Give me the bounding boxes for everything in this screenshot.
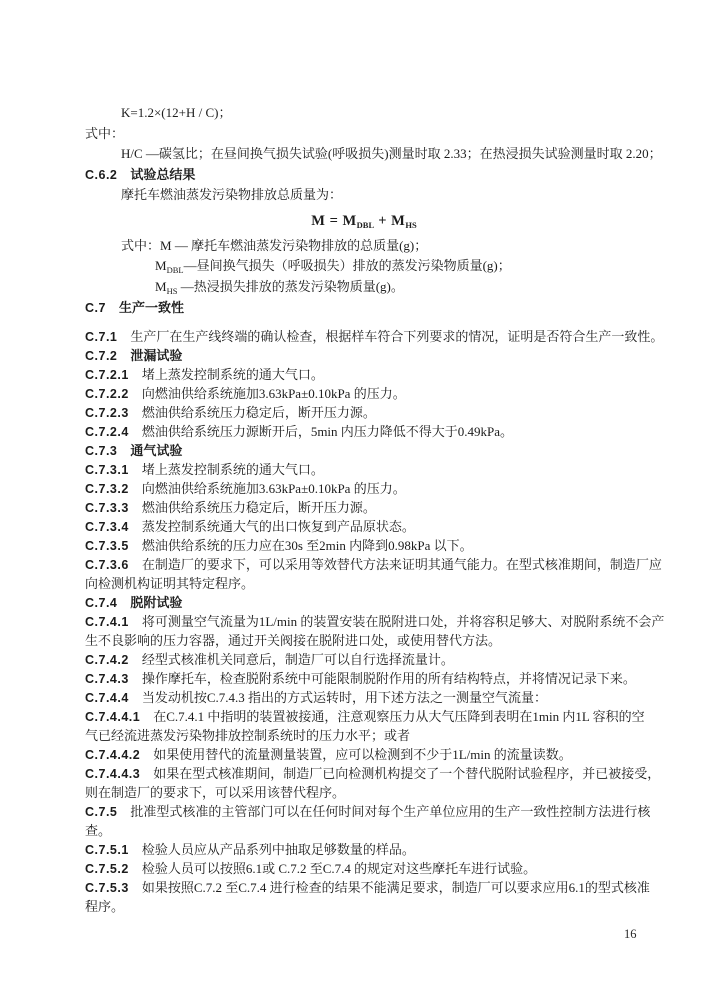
text-run: HS [405, 219, 417, 230]
text-run: 查。 [85, 823, 112, 838]
text-line [85, 460, 643, 479]
text-run: 气已经流进蒸发污染物排放控制系统时的压力水平；或者 [85, 728, 411, 743]
text-line [85, 669, 643, 688]
text-line [85, 707, 643, 726]
clause-number: C.7 [85, 301, 106, 315]
clause-number: C.7.2.4 [85, 425, 129, 439]
text-line [85, 277, 643, 298]
text-run: 在C.7.4.1 中指明的装置被接通，注意观察压力从大气压降到表明在1min 内1L 容积的空 [153, 709, 645, 724]
line-text [130, 348, 182, 363]
line-text [142, 690, 547, 705]
text-run: g [380, 278, 387, 294]
text-run: — 摩托车燃油蒸发污染物排放的总质量( [171, 237, 404, 253]
text-run: 脱附试验 [130, 595, 183, 610]
text-line [85, 574, 643, 593]
line-text [130, 167, 195, 182]
text-line [85, 650, 643, 669]
text-line [85, 764, 661, 783]
document-body [85, 103, 665, 916]
text-line [85, 859, 643, 878]
line-text [142, 671, 636, 686]
text-run: 如果按照C.7.2 至C.7.4 进行检查的结果不能满足要求，制造厂可以要求应用6.1的型式核准 [141, 880, 650, 895]
text-line [85, 783, 643, 802]
text-run: + M [374, 212, 406, 229]
clause-heading [85, 297, 643, 327]
line-text [142, 462, 324, 477]
text-run: M [155, 278, 167, 294]
text-run: 通气试验 [130, 443, 183, 458]
line-text [153, 709, 644, 724]
text-run: 蒸发控制系统通大气的出口恢复到产品原状态。 [141, 519, 415, 534]
text-line [85, 498, 643, 517]
clause-number: C.7.2.2 [85, 387, 129, 401]
text-run: 向燃油供给系统施加3.63kPa±0.10kPa 的压力。 [141, 481, 406, 496]
text-run: K=1.2×(12+H / C)； [121, 105, 232, 120]
text-run: 燃油供给系统压力稳定后，断开压力源。 [141, 500, 376, 515]
clause-number: C.7.4.4 [85, 691, 129, 705]
text-run: 式中： [85, 125, 125, 141]
line-text [130, 329, 663, 344]
clause-number: C.7.4.1 [85, 615, 129, 629]
text-line [85, 726, 643, 745]
text-line [85, 103, 643, 124]
clause-heading [85, 346, 643, 365]
text-line [85, 840, 643, 859]
text-run: —热浸损失排放的蒸发污染物质量( [177, 278, 381, 294]
text-run: 向燃油供给系统施加3.63kPa±0.10kPa 的压力。 [141, 386, 406, 401]
text-run: 试验总结果 [130, 166, 196, 182]
text-line [85, 365, 643, 384]
clause-number: C.7.4.4.1 [85, 710, 141, 724]
text-line [85, 688, 643, 707]
line-text [142, 842, 415, 857]
line-text [130, 595, 182, 610]
line-text [142, 500, 376, 515]
clause-number: C.7.2 [85, 349, 118, 363]
text-run: g [486, 258, 494, 273]
line-text [119, 300, 184, 315]
line-text [85, 823, 111, 838]
text-line [85, 144, 662, 165]
text-run: —碳氢比；在昼间换气损失试验(呼吸损失)测量时取 2.33；在热浸损失试验测量时取 2.20； [145, 146, 662, 161]
text-line [85, 821, 643, 840]
formula-line [85, 206, 643, 236]
text-run: )。 [386, 278, 404, 294]
clause-heading [85, 165, 643, 186]
clause-number: C.7.5.2 [85, 862, 129, 876]
clause-number: C.7.3.1 [85, 463, 129, 477]
line-text [121, 105, 231, 120]
text-line [85, 517, 643, 536]
line-text [142, 861, 536, 876]
clause-number: C.7.2.1 [85, 368, 129, 382]
text-run: 式中： [121, 237, 161, 253]
text-line [85, 802, 651, 821]
line-text [142, 519, 415, 534]
text-line [85, 236, 643, 257]
text-run: 检验人员应从产品系列中抽取足够数量的样品。 [141, 842, 415, 857]
page-number: 16 [624, 927, 637, 941]
text-run: M [160, 237, 172, 253]
line-text [121, 238, 427, 253]
text-run: 生产厂在生产线终端的确认检查，根据样车符合下列要求的情况，证明是否符合生产一致性。 [130, 329, 664, 344]
clause-number: C.7.3.5 [85, 539, 129, 553]
text-run: 向检测机构证明其特定程序。 [85, 576, 255, 591]
line-text [130, 804, 650, 819]
text-run: 批准型式核准的主管部门可以在任何时间对每个生产单位应用的生产一致性控制方法进行核 [130, 804, 651, 819]
clause-number: C.7.3 [85, 444, 118, 458]
line-text [142, 367, 324, 382]
clause-heading [85, 593, 643, 612]
line-text [142, 405, 376, 420]
text-run: DBL [166, 265, 184, 275]
text-run: 泄漏试验 [130, 348, 183, 363]
line-text [142, 557, 662, 572]
text-run: M [155, 258, 167, 273]
line-text [155, 258, 511, 273]
line-text [85, 576, 254, 591]
clause-number: C.7.1 [85, 330, 118, 344]
line-text [153, 766, 660, 781]
line-text [121, 146, 662, 161]
line-text [85, 126, 124, 141]
text-run: 如果在型式核准期间，制造厂已向检测机构提交了一个替代脱附试验程序，并已被接受， [153, 766, 661, 781]
clause-number: C.7.3.2 [85, 482, 129, 496]
line-text [142, 424, 513, 439]
text-run: 当发动机按C.7.4.3 指出的方式运转时，用下述方法之一测量空气流量： [141, 690, 547, 705]
text-line [85, 897, 643, 916]
text-line [85, 745, 643, 764]
text-line [85, 878, 650, 897]
line-text [121, 187, 342, 202]
text-line [85, 422, 643, 441]
text-run: 检验人员可以按照6.1或 C.7.2 至C.7.4 的规定对这些摩托车进行试验。 [141, 861, 537, 876]
text-run: —昼间换气损失（呼吸损失）排放的蒸发污染物质量( [183, 258, 487, 273]
text-run: HS [166, 285, 178, 296]
line-text [142, 386, 406, 401]
line-text [85, 728, 410, 743]
line-text [85, 785, 345, 800]
text-run: 燃油供给系统压力源断开后，5min 内压力降低不得大于0.49kPa。 [141, 424, 514, 439]
text-run: 堵上蒸发控制系统的通大气口。 [141, 367, 324, 382]
clause-number: C.7.3.6 [85, 558, 129, 572]
text-run: M = M [311, 212, 357, 229]
text-line [85, 384, 643, 403]
text-run: )； [493, 258, 511, 273]
clause-number: C.7.3.4 [85, 520, 129, 534]
clause-number: C.7.2.3 [85, 406, 129, 420]
text-run: 摩托车燃油蒸发污染物排放总质量为： [121, 187, 343, 202]
text-line [85, 555, 662, 574]
line-text [155, 279, 404, 294]
text-run: g [403, 237, 410, 253]
line-text [142, 538, 473, 553]
clause-number: C.7.4 [85, 596, 118, 610]
clause-number: C.7.5 [85, 805, 118, 819]
text-line [85, 631, 643, 650]
line-text [85, 899, 124, 914]
text-run: 燃油供给系统的压力应在30s 至2min 内降到0.98kPa 以下。 [141, 538, 473, 553]
line-text [142, 614, 665, 629]
text-run: 经型式核准机关同意后，制造厂可以自行选择流量计。 [141, 652, 454, 667]
text-run: DBL [356, 219, 375, 230]
line-text [142, 652, 454, 667]
clause-number: C.7.3.3 [85, 501, 129, 515]
text-run: 生不良影响的压力容器，通过开关阀接在脱附进口处，或使用替代方法。 [85, 633, 502, 648]
text-line [85, 612, 665, 631]
clause-number: C.7.4.2 [85, 653, 129, 667]
text-line [85, 256, 643, 277]
text-line [85, 124, 643, 145]
clause-number: C.7.4.4.3 [85, 767, 141, 781]
text-run: 堵上蒸发控制系统的通大气口。 [141, 462, 324, 477]
text-run: 将可测量空气流量为1L/min 的装置安装在脱附进口处，并将容积足够大、对脱附系统不会产 [141, 614, 665, 629]
text-run: 则在制造厂的要求下，可以采用该替代程序。 [85, 785, 346, 800]
text-line [85, 479, 643, 498]
text-run: 在制造厂的要求下，可以采用等效替代方法来证明其通气能力。在型式核准期间，制造厂应 [141, 557, 662, 572]
line-text [153, 747, 572, 762]
line-text [142, 880, 650, 895]
line-text [85, 633, 501, 648]
text-run: 如果使用替代的流量测量装置，应可以检测到不少于1L/min 的流量读数。 [153, 747, 572, 762]
clause-number: C.7.4.4.2 [85, 748, 141, 762]
text-run: 程序。 [85, 899, 125, 914]
clause-heading [85, 441, 643, 460]
clause-number: C.7.5.3 [85, 881, 129, 895]
text-line [85, 327, 664, 346]
line-text [142, 481, 406, 496]
text-line [85, 185, 643, 206]
clause-number: C.7.5.1 [85, 843, 129, 857]
text-run: )； [409, 237, 428, 253]
line-text [130, 443, 182, 458]
text-line [85, 536, 643, 555]
text-run: H/C [121, 146, 146, 161]
clause-number: C.7.4.3 [85, 672, 129, 686]
text-line [85, 403, 643, 422]
line-text [311, 213, 416, 229]
text-run: 生产一致性 [118, 300, 184, 315]
clause-number: C.6.2 [85, 167, 118, 182]
text-run: 燃油供给系统压力稳定后，断开压力源。 [141, 405, 376, 420]
text-run: 操作摩托车，检查脱附系统中可能限制脱附作用的所有结构特点，并将情况记录下来。 [141, 671, 636, 686]
